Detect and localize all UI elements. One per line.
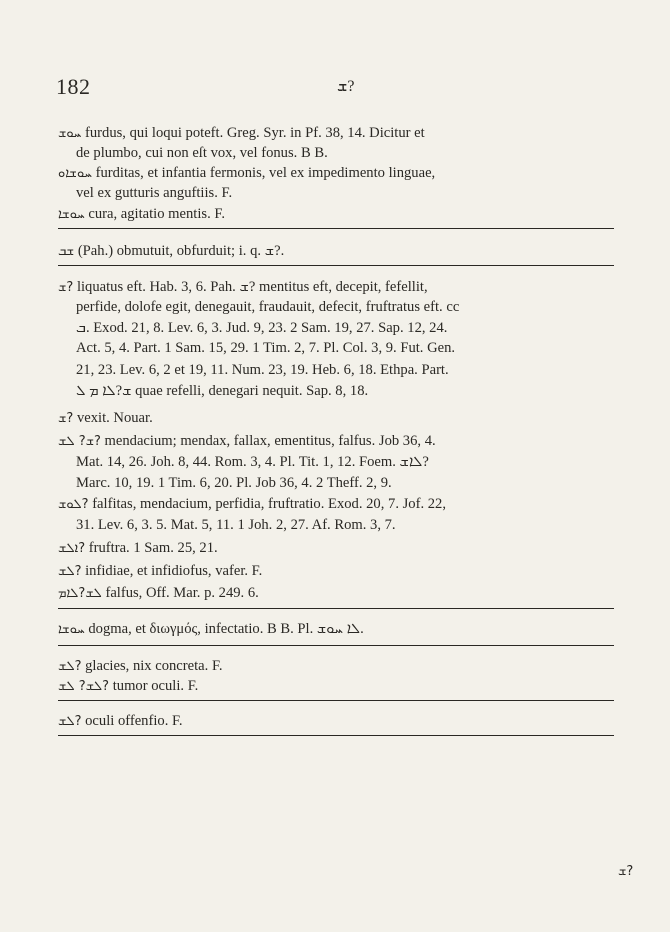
catchword: ܫ? — [618, 864, 634, 879]
entry-line: Act. 5, 4. Part. 1 Sam. 15, 29. 1 Tim. 2, 7. Pl. Col. 3, 9. Fut. Gen. — [76, 340, 456, 356]
syriac-headword: ܠܫ? ܠܫ? — [58, 679, 110, 694]
entry-line: Marc. 10, 19. 1 Tim. 6, 20. Pl. Job 36, 4. 2 Theff. 2, 9. — [76, 475, 392, 491]
entry-line: ܠܫ? infidiae, et infidiofus, vafer. F. — [58, 563, 263, 579]
syriac-headword: ܠܫ? — [58, 659, 82, 674]
entry-line: ܠܫ? oculi offenfio. F. — [58, 713, 183, 729]
syriac-headword: ܚܘܫܐ — [58, 207, 85, 222]
entry-line: ܚܘܫ furdus, qui loqui poteft. Greg. Syr. in Pf. 38, 14. Dicitur et — [58, 125, 425, 141]
entry-line: ܚܘܫܐ cura, agitatio mentis. F. — [58, 206, 225, 222]
syriac-headword: ܚܘܫܐܘ — [58, 166, 92, 181]
entries-column — [58, 0, 614, 932]
entry-line: ܠܫ?ܠܐܡ falfus, Off. Mar. p. 249. 6. — [58, 585, 259, 601]
entry-line: Mat. 14, 26. Joh. 8, 44. Rom. 3, 4. Pl. Tit. 1, 12. Foem. ܠܐܫ? — [76, 454, 429, 470]
syriac-headword: ܠܫ? — [58, 564, 82, 579]
entry-line: ܠܫ? glacies, nix concreta. F. — [58, 658, 223, 674]
syriac-headword: ܚܘܫ — [58, 126, 82, 141]
syriac-headword: ܚܘܫܐ — [58, 622, 85, 637]
section-rule — [58, 265, 614, 266]
section-rule — [58, 735, 614, 736]
syriac-headword: ܠܘܫ? — [58, 497, 89, 512]
entry-line: 21, 23. Lev. 6, 2 et 19, 11. Num. 23, 19. Heb. 6, 18. Ethpa. Part. — [76, 362, 449, 378]
section-rule — [58, 700, 614, 701]
syriac-headword: ܫ? ܠܫ? — [58, 434, 101, 449]
entry-line: de plumbo, cui non eſt vox, vel fonus. B B. — [76, 145, 328, 161]
entry-line: ܐܠܫ? fruftra. 1 Sam. 25, 21. — [58, 540, 218, 556]
syriac-headword: ܫ? — [58, 280, 74, 295]
entry-line: ܫ? liquatus eft. Hab. 3, 6. Pah. ܫ? mentitus eft, decepit, fefellit, — [58, 279, 428, 295]
entry-line: ܠܘܫ? falfitas, mendacium, perfidia, fruftratio. Exod. 20, 7. Jof. 22, — [58, 496, 446, 512]
running-head: ܫ? — [337, 78, 355, 95]
entry-line: ܫ?ܠܐ ܡ ܠ quae refelli, denegari nequit. Sap. 8, 18. — [76, 383, 369, 399]
syriac-headword: ܐܠܫ? — [58, 541, 86, 556]
page-number: 182 — [56, 74, 91, 99]
entry-line: ܫ? ܠܫ? mendacium; mendax, fallax, ementitus, falfus. Job 36, 4. — [58, 433, 436, 449]
entry-line: perfide, dolofe egit, denegauit, fraudauit, defecit, fruftratus eft. cc — [76, 299, 460, 315]
syriac-headword: ܫܒ — [58, 244, 75, 259]
section-rule — [58, 608, 614, 609]
entry-line: ܠܫ? ܠܫ? tumor oculi. F. — [58, 678, 199, 694]
syriac-headword: ܠܫ? — [58, 714, 82, 729]
entry-line: ܚܘܫܐܘ furditas, et infantia fermonis, vel ex impedimento linguae, — [58, 165, 436, 181]
section-rule — [58, 645, 614, 646]
entry-line: ܫ? vexit. Nouar. — [58, 410, 153, 426]
entry-line: vel ex gutturis anguftiis. F. — [76, 185, 233, 201]
entry-line: ܚܘܫܐ dogma, et διωγμός, infectatio. B B. Pl. ܠܐ ܚܘܫ. — [58, 621, 364, 637]
entry-line: 31. Lev. 6, 3. 5. Mat. 5, 11. 1 Joh. 2, 27. Af. Rom. 3, 7. — [76, 517, 396, 533]
section-rule — [58, 228, 614, 229]
syriac-headword: ܫ? — [58, 411, 74, 426]
entry-line: ܒ. Exod. 21, 8. Lev. 6, 3. Jud. 9, 23. 2 Sam. 19, 27. Sap. 12, 24. — [76, 320, 448, 336]
entry-line: ܫܒ (Pah.) obmutuit, obfurduit; i. q. ܫ?. — [58, 243, 285, 259]
syriac-headword: ܠܫ?ܠܐܡ — [58, 586, 102, 601]
